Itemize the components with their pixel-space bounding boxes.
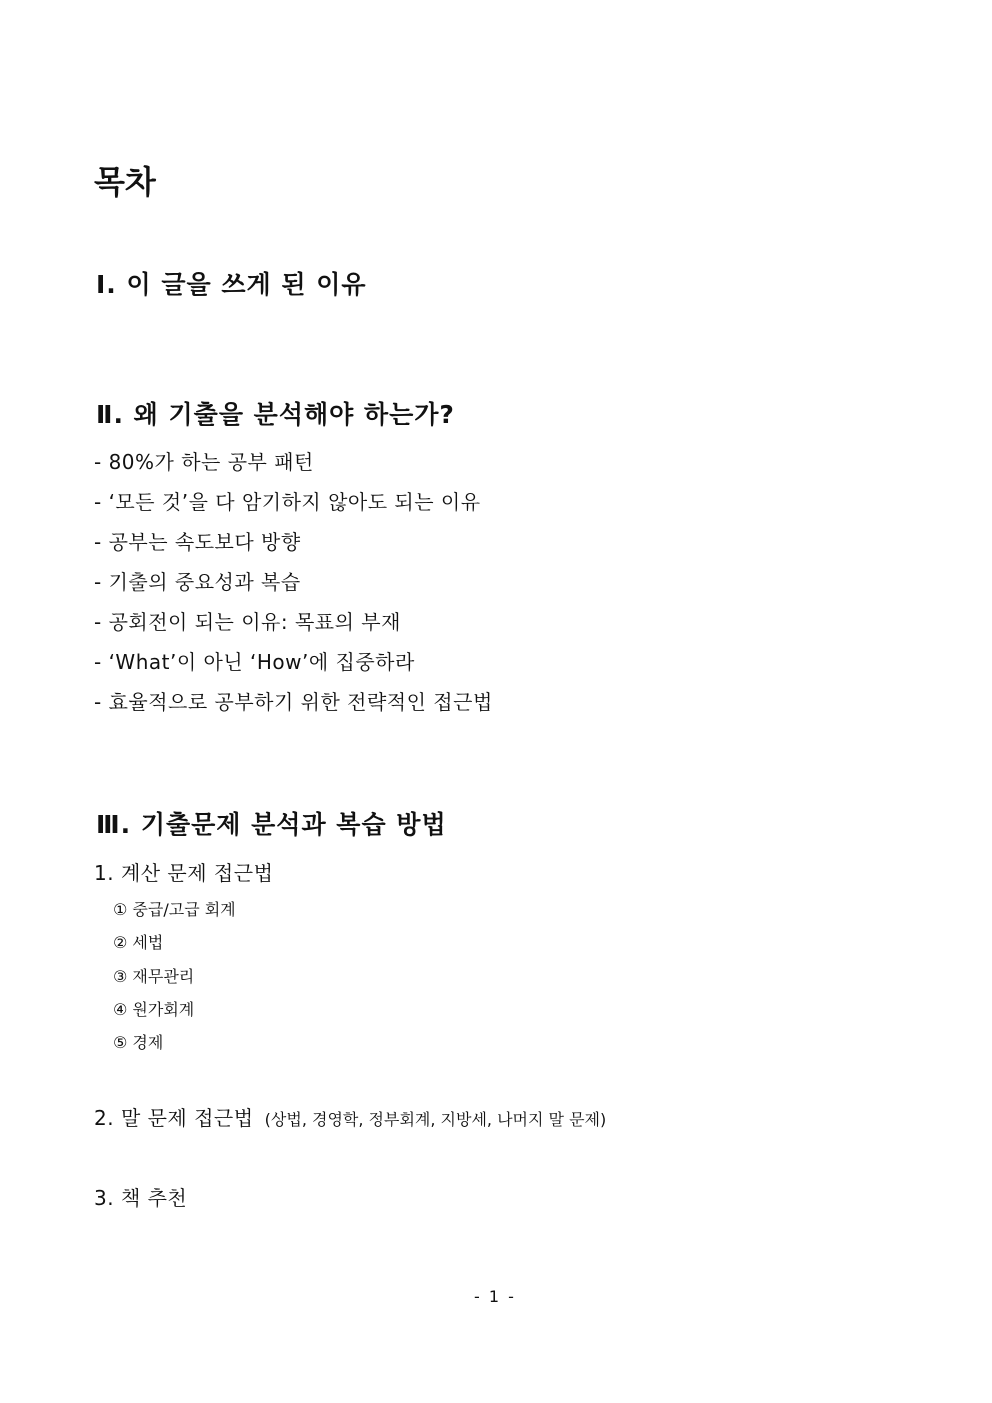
section-2-item: - 효율적으로 공부하기 위한 전략적인 접근법	[94, 690, 493, 714]
section-2-item: - 공회전이 되는 이유: 목표의 부재	[94, 610, 401, 634]
section-2-item: - ‘모든 것’을 다 암기하지 않아도 되는 이유	[94, 490, 481, 514]
subsection-2-heading: 2. 말 문제 접근법	[94, 1106, 254, 1130]
section-2-heading: Ⅱ. 왜 기출을 분석해야 하는가?	[96, 400, 455, 429]
subsection-1-item: ⑤ 경제	[113, 1033, 164, 1052]
subsection-1-item: ② 세법	[113, 933, 164, 952]
section-2-item: - 80%가 하는 공부 패턴	[94, 450, 314, 474]
section-2-item: - 기출의 중요성과 복습	[94, 570, 301, 594]
subsection-1-item: ① 중급/고급 회계	[113, 900, 236, 919]
subsection-2-line	[94, 1108, 606, 1128]
section-2-item: - 공부는 속도보다 방향	[94, 530, 301, 554]
subsection-1-item: ③ 재무관리	[113, 967, 195, 986]
subsection-3-heading: 3. 책 추천	[94, 1186, 188, 1210]
page-number: - 1 -	[474, 1287, 516, 1306]
section-3-heading: Ⅲ. 기출문제 분석과 복습 방법	[96, 810, 447, 839]
section-2-item: - ‘What’이 아닌 ‘How’에 집중하라	[94, 650, 415, 674]
page-title: 목차	[94, 163, 156, 201]
section-1-heading: Ⅰ. 이 글을 쓰게 된 이유	[96, 270, 367, 299]
subsection-2-note: (상법, 경영학, 정부회계, 지방세, 나머지 말 문제)	[264, 1110, 607, 1129]
subsection-1-item: ④ 원가회계	[113, 1000, 195, 1019]
subsection-1-heading: 1. 계산 문제 접근법	[94, 861, 274, 885]
